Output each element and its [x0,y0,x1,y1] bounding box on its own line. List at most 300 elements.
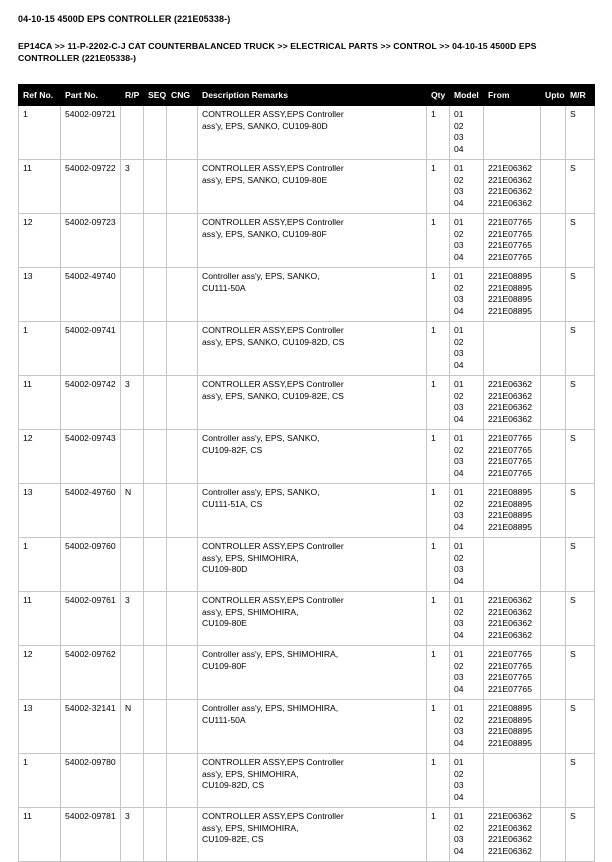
seq-cell [144,808,167,862]
from-line: 221E07765 [488,228,532,239]
column-header-description-remarks: Description Remarks [198,85,427,106]
qty-cell: 1 [427,214,450,268]
cng-cell [167,808,198,862]
model-line: 01 [454,379,464,389]
model-line: 03 [454,240,464,250]
upto-cell [541,160,566,214]
model-line: 03 [454,726,464,736]
desc-cell [198,214,427,268]
mr-cell: S [566,268,595,322]
qty-cell: 1 [427,592,450,646]
qty-cell: 1 [427,700,450,754]
table-row [19,754,595,808]
model-cell [450,430,484,484]
from-line: 221E06362 [488,595,532,605]
from-line: 221E08895 [488,487,532,497]
mr-cell: S [566,592,595,646]
table-row [19,376,595,430]
ref-cell: 11 [19,160,61,214]
model-line: 02 [454,228,464,239]
desc-line: ass'y, EPS, SANKO, CU109-82E, CS [202,390,344,401]
seq-cell [144,646,167,700]
from-line: 221E06362 [488,845,532,856]
table-row [19,106,595,160]
desc-cell [198,322,427,376]
model-line: 01 [454,271,464,281]
model-line: 01 [454,487,464,497]
from-line: 221E06362 [488,811,532,821]
table-row [19,646,595,700]
mr-cell: S [566,484,595,538]
part-cell: 54002-49740 [61,268,121,322]
part-cell: 54002-09760 [61,538,121,592]
model-cell [450,376,484,430]
model-line: 03 [454,402,464,412]
model-line: 04 [454,143,464,154]
table-row [19,700,595,754]
model-line: 01 [454,325,464,335]
desc-cell [198,160,427,214]
seq-cell [144,592,167,646]
model-line: 01 [454,163,464,173]
cng-cell [167,538,198,592]
qty-cell: 1 [427,430,450,484]
model-line: 02 [454,390,464,401]
column-header-m-r: M/R [566,85,595,106]
desc-line: CU109-80D [202,564,248,574]
from-cell [484,538,541,592]
from-line: 221E07765 [488,251,532,262]
from-cell [484,214,541,268]
ref-cell: 12 [19,646,61,700]
model-cell [450,808,484,862]
ref-cell: 11 [19,376,61,430]
cng-cell [167,430,198,484]
from-line: 221E06362 [488,413,532,424]
upto-cell [541,700,566,754]
part-cell: 54002-09761 [61,592,121,646]
upto-cell [541,214,566,268]
desc-line: CONTROLLER ASSY,EPS Controller [202,595,344,605]
from-line: 221E08895 [488,737,532,748]
model-line: 01 [454,595,464,605]
seq-cell [144,106,167,160]
model-line: 02 [454,768,464,779]
part-cell: 54002-32141 [61,700,121,754]
from-line: 221E06362 [488,186,532,196]
model-cell [450,214,484,268]
part-cell: 54002-49760 [61,484,121,538]
part-cell: 54002-09781 [61,808,121,862]
ref-cell: 1 [19,538,61,592]
from-line: 221E06362 [488,174,532,185]
ref-cell: 13 [19,484,61,538]
column-header-ref-no: Ref No. [19,85,61,106]
from-cell [484,376,541,430]
from-cell [484,268,541,322]
model-line: 02 [454,498,464,509]
from-line: 221E07765 [488,672,532,682]
desc-line: CONTROLLER ASSY,EPS Controller [202,379,344,389]
cng-cell [167,700,198,754]
desc-line: CU109-82E, CS [202,834,264,844]
part-cell: 54002-09742 [61,376,121,430]
rp-cell [121,430,144,484]
from-cell [484,754,541,808]
upto-cell [541,430,566,484]
rp-cell [121,322,144,376]
from-cell [484,160,541,214]
from-cell [484,700,541,754]
desc-line: CU109-82F, CS [202,444,263,455]
table-row [19,592,595,646]
desc-line: ass'y, EPS, SHIMOHIRA, [202,552,299,563]
rp-cell [121,754,144,808]
from-line: 221E07765 [488,660,532,671]
rp-cell: N [121,484,144,538]
cng-cell [167,754,198,808]
model-line: 04 [454,359,464,370]
model-line: 02 [454,606,464,617]
upto-cell [541,268,566,322]
seq-cell [144,484,167,538]
from-line: 221E07765 [488,467,532,478]
qty-cell: 1 [427,484,450,538]
model-line: 03 [454,132,464,142]
model-line: 02 [454,714,464,725]
model-cell [450,268,484,322]
qty-cell: 1 [427,106,450,160]
upto-cell [541,106,566,160]
from-cell [484,322,541,376]
seq-cell [144,268,167,322]
model-line: 03 [454,780,464,790]
rp-cell [121,268,144,322]
model-line: 03 [454,456,464,466]
upto-cell [541,754,566,808]
table-row [19,268,595,322]
model-line: 02 [454,660,464,671]
desc-cell [198,754,427,808]
desc-line: CONTROLLER ASSY,EPS Controller [202,163,344,173]
model-cell [450,160,484,214]
column-header-r-p: R/P [121,85,144,106]
rp-cell [121,214,144,268]
model-line: 01 [454,217,464,227]
ref-cell: 11 [19,808,61,862]
desc-line: ass'y, EPS, SANKO, CU109-80F [202,228,327,239]
from-line: 221E08895 [488,498,532,509]
from-line: 221E08895 [488,510,532,520]
desc-line: CU111-51A, CS [202,498,263,509]
seq-cell [144,160,167,214]
seq-cell [144,214,167,268]
rp-cell: 3 [121,376,144,430]
desc-line: CU109-80E [202,618,247,628]
desc-line: Controller ass'y, EPS, SANKO, [202,433,320,443]
table-row [19,538,595,592]
upto-cell [541,808,566,862]
from-line: 221E07765 [488,433,532,443]
desc-cell [198,376,427,430]
qty-cell: 1 [427,322,450,376]
model-line: 03 [454,672,464,682]
rp-cell [121,538,144,592]
table-row [19,808,595,862]
desc-cell [198,808,427,862]
from-cell [484,592,541,646]
column-header-qty: Qty [427,85,450,106]
model-line: 04 [454,197,464,208]
rp-cell: 3 [121,592,144,646]
model-line: 04 [454,737,464,748]
cng-cell [167,376,198,430]
model-line: 04 [454,791,464,802]
ref-cell: 13 [19,268,61,322]
part-cell: 54002-09741 [61,322,121,376]
column-header-seq: SEQ [144,85,167,106]
ref-cell: 12 [19,214,61,268]
ref-cell: 12 [19,430,61,484]
desc-line: Controller ass'y, EPS, SHIMOHIRA, [202,703,339,713]
model-cell [450,538,484,592]
desc-cell [198,700,427,754]
table-row [19,322,595,376]
from-line: 221E06362 [488,197,532,208]
column-header-model: Model [450,85,484,106]
qty-cell: 1 [427,538,450,592]
from-line: 221E06362 [488,606,532,617]
part-cell: 54002-09743 [61,430,121,484]
rp-cell [121,106,144,160]
table-row [19,484,595,538]
cng-cell [167,160,198,214]
ref-cell: 11 [19,592,61,646]
ref-cell: 1 [19,106,61,160]
from-line: 221E08895 [488,714,532,725]
qty-cell: 1 [427,754,450,808]
column-header-part-no: Part No. [61,85,121,106]
mr-cell: S [566,106,595,160]
ref-cell: 1 [19,322,61,376]
model-line: 04 [454,629,464,640]
from-line: 221E08895 [488,703,532,713]
from-line: 221E08895 [488,726,532,736]
desc-line: CU111-50A [202,714,246,725]
from-cell [484,808,541,862]
model-line: 04 [454,305,464,316]
desc-line: ass'y, EPS, SHIMOHIRA, [202,822,299,833]
from-line: 221E08895 [488,305,532,316]
upto-cell [541,538,566,592]
from-line: 221E06362 [488,402,532,412]
parts-table [18,84,595,862]
from-line: 221E06362 [488,834,532,844]
desc-line: CONTROLLER ASSY,EPS Controller [202,541,344,551]
model-line: 04 [454,845,464,856]
from-cell [484,430,541,484]
qty-cell: 1 [427,268,450,322]
from-line: 221E08895 [488,521,532,532]
part-cell: 54002-09723 [61,214,121,268]
ref-cell: 13 [19,700,61,754]
model-cell [450,322,484,376]
from-line: 221E06362 [488,629,532,640]
from-line: 221E08895 [488,282,532,293]
qty-cell: 1 [427,646,450,700]
model-line: 02 [454,282,464,293]
column-header-cng: CNG [167,85,198,106]
model-line: 02 [454,822,464,833]
table-header-row [19,85,595,106]
from-line: 221E06362 [488,822,532,833]
model-line: 03 [454,618,464,628]
model-line: 01 [454,433,464,443]
model-line: 03 [454,186,464,196]
model-line: 03 [454,834,464,844]
model-line: 02 [454,552,464,563]
part-cell: 54002-09721 [61,106,121,160]
model-cell [450,484,484,538]
from-cell [484,106,541,160]
mr-cell: S [566,754,595,808]
breadcrumb: EP14CA >> 11-P-2202-C-J CAT COUNTERBALANCED TRUCK >> ELECTRICAL PARTS >> CONTROL >> 04-10-15 4500D EPS CONTROLLER (221E05338-) [18,41,537,63]
desc-cell [198,268,427,322]
desc-line: CONTROLLER ASSY,EPS Controller [202,217,344,227]
from-line: 221E07765 [488,456,532,466]
rp-cell [121,646,144,700]
model-line: 01 [454,703,464,713]
mr-cell: S [566,646,595,700]
desc-line: ass'y, EPS, SHIMOHIRA, [202,768,299,779]
desc-line: ass'y, EPS, SHIMOHIRA, [202,606,299,617]
desc-cell [198,106,427,160]
upto-cell [541,484,566,538]
part-cell: 54002-09780 [61,754,121,808]
desc-line: CU109-80F [202,660,247,671]
upto-cell [541,376,566,430]
model-line: 03 [454,348,464,358]
cng-cell [167,646,198,700]
mr-cell: S [566,430,595,484]
cng-cell [167,322,198,376]
from-line: 221E07765 [488,240,532,250]
seq-cell [144,538,167,592]
model-line: 01 [454,649,464,659]
model-line: 04 [454,683,464,694]
desc-cell [198,538,427,592]
mr-cell: S [566,160,595,214]
from-line: 221E07765 [488,444,532,455]
model-line: 04 [454,467,464,478]
from-line: 221E07765 [488,217,532,227]
model-cell [450,754,484,808]
model-line: 04 [454,575,464,586]
from-cell [484,646,541,700]
from-line: 221E06362 [488,379,532,389]
model-cell [450,592,484,646]
mr-cell: S [566,214,595,268]
model-line: 02 [454,120,464,131]
model-line: 04 [454,413,464,424]
from-cell [484,484,541,538]
model-line: 01 [454,541,464,551]
seq-cell [144,430,167,484]
mr-cell: S [566,700,595,754]
model-line: 03 [454,564,464,574]
qty-cell: 1 [427,160,450,214]
seq-cell [144,376,167,430]
desc-cell [198,592,427,646]
rp-cell: 3 [121,160,144,214]
desc-cell [198,484,427,538]
model-line: 01 [454,811,464,821]
mr-cell: S [566,322,595,376]
model-line: 03 [454,294,464,304]
desc-line: Controller ass'y, EPS, SHIMOHIRA, [202,649,339,659]
from-line: 221E08895 [488,271,532,281]
desc-line: CU109-82D, CS [202,780,265,790]
seq-cell [144,700,167,754]
model-line: 02 [454,174,464,185]
table-row [19,214,595,268]
cng-cell [167,592,198,646]
from-line: 221E07765 [488,683,532,694]
desc-line: ass'y, EPS, SANKO, CU109-80E [202,174,328,185]
from-line: 221E06362 [488,163,532,173]
rp-cell: N [121,700,144,754]
model-line: 02 [454,444,464,455]
desc-line: CONTROLLER ASSY,EPS Controller [202,325,344,335]
table-body [19,106,595,862]
cng-cell [167,484,198,538]
upto-cell [541,646,566,700]
table-row [19,430,595,484]
cng-cell [167,214,198,268]
model-line: 03 [454,510,464,520]
upto-cell [541,322,566,376]
cng-cell [167,106,198,160]
mr-cell: S [566,808,595,862]
from-line: 221E06362 [488,390,532,401]
desc-line: CONTROLLER ASSY,EPS Controller [202,109,344,119]
seq-cell [144,322,167,376]
model-cell [450,646,484,700]
model-cell [450,700,484,754]
from-line: 221E08895 [488,294,532,304]
desc-cell [198,430,427,484]
desc-line: CONTROLLER ASSY,EPS Controller [202,811,344,821]
model-line: 01 [454,109,464,119]
model-line: 01 [454,757,464,767]
desc-cell [198,646,427,700]
desc-line: CONTROLLER ASSY,EPS Controller [202,757,344,767]
from-line: 221E07765 [488,649,532,659]
desc-line: Controller ass'y, EPS, SANKO, [202,487,320,497]
model-line: 04 [454,251,464,262]
mr-cell: S [566,538,595,592]
model-line: 04 [454,521,464,532]
desc-line: ass'y, EPS, SANKO, CU109-80D [202,120,328,131]
upto-cell [541,592,566,646]
desc-line: Controller ass'y, EPS, SANKO, [202,271,320,281]
rp-cell: 3 [121,808,144,862]
cng-cell [167,268,198,322]
model-cell [450,106,484,160]
part-cell: 54002-09722 [61,160,121,214]
mr-cell: S [566,376,595,430]
desc-line: ass'y, EPS, SANKO, CU109-82D, CS [202,336,345,347]
